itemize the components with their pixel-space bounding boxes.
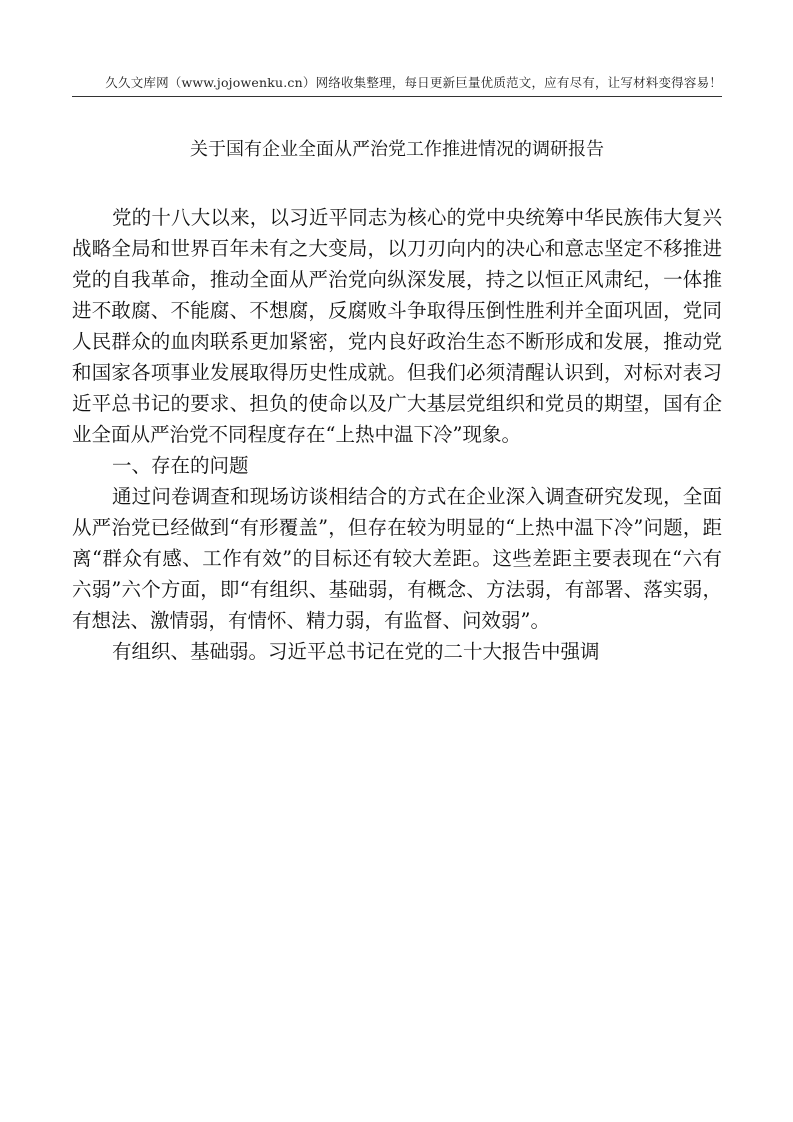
section-heading-problems: 一、存在的问题: [112, 454, 249, 477]
header-divider: [72, 96, 722, 97]
page-header: 久久文库网（www.jojowenku.cn）网络收集整理，每日更新巨量优质范文，应有尽有，让写材料变得容易！: [105, 75, 722, 90]
document-body: [72, 202, 722, 667]
paragraph-organization: 有组织、基础弱。习近平总书记在党的二十大报告中强调: [112, 640, 600, 663]
paragraph-findings: 通过问卷调查和现场访谈相结合的方式在企业深入调查研究发现，全面从严治党已经做到“有形覆盖”，但存在较为明显的“上热中温下冷”问题，距离“群众有感、工作有效”的目标还有较大差距。这些差距主要表现在“六有六弱”六个方面，即“有组织、基础弱，有概念、方法弱，有部署、落实弱，有想法、激情弱，有情怀、精力弱，有监督、问效弱”。: [72, 485, 722, 632]
paragraph-intro: 党的十八大以来，以习近平同志为核心的党中央统筹中华民族伟大复兴战略全局和世界百年未有之大变局，以刀刃向内的决心和意志坚定不移推进党的自我革命，推动全面从严治党向纵深发展，持之以恒正风肃纪，一体推进不敢腐、不能腐、不想腐，反腐败斗争取得压倒性胜利并全面巩固，党同人民群众的血肉联系更加紧密，党内良好政治生态不断形成和发展，推动党和国家各项事业发展取得历史性成就。但我们必须清醒认识到，对标对表习近平总书记的要求、担负的使命以及广大基层党组织和党员的期望，国有企业全面从严治党不同程度存在“上热中温下冷”现象。: [72, 206, 722, 446]
document-title: 关于国有企业全面从严治党工作推进情况的调研报告: [190, 139, 604, 160]
